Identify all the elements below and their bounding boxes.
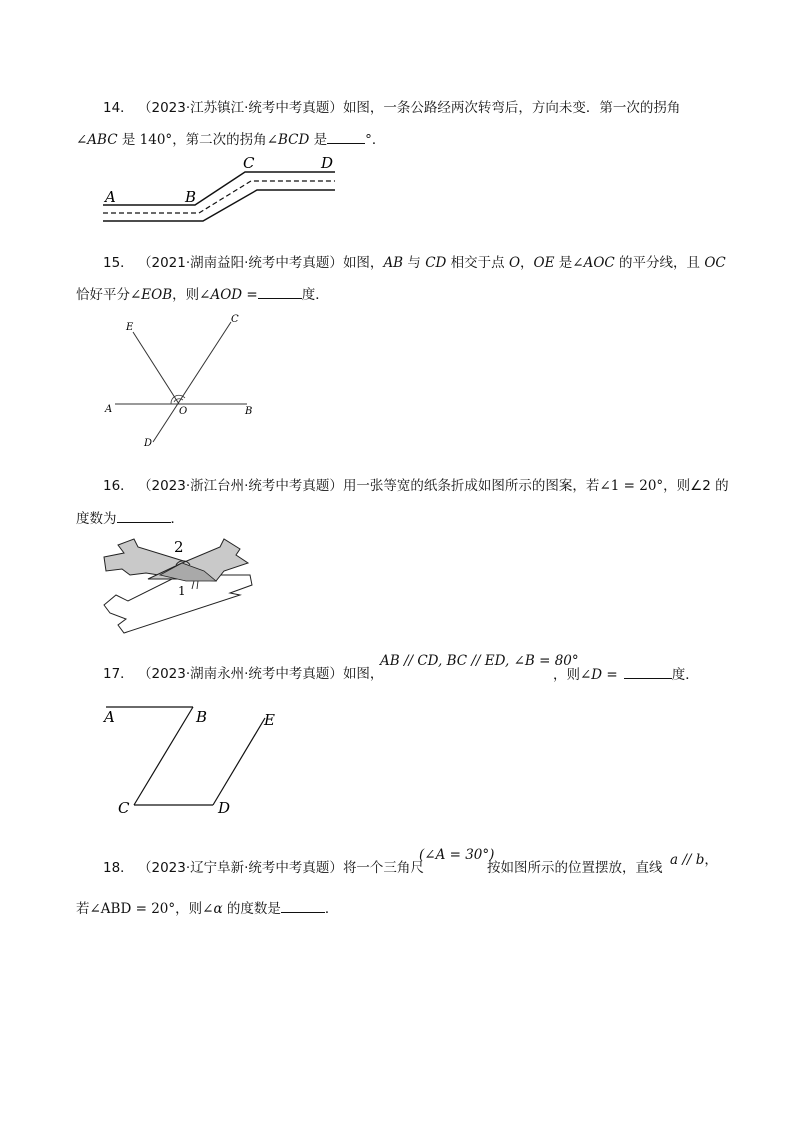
- q16-label-1: 1: [178, 584, 186, 598]
- q16-number: 16．: [103, 478, 134, 494]
- q14-line-2: [76, 129, 385, 150]
- q18-text-5: ，则: [175, 901, 203, 917]
- q17-segment-de: [213, 718, 265, 805]
- q18-expr-ab: [670, 850, 718, 870]
- q14-label-c: C: [243, 155, 255, 172]
- q15-math-eob: ∠EOB: [130, 287, 173, 303]
- q18-number: 18．: [103, 860, 134, 876]
- q17-source: （2023·湖南永州·统考中考真题）: [137, 666, 343, 682]
- q15-text-5: 是: [554, 255, 573, 271]
- q15-text-6: 的平分线，且: [614, 255, 705, 271]
- q14-line-1: [103, 98, 680, 118]
- q15-math-aoc: ∠AOC: [572, 255, 615, 271]
- q15-label-e: E: [126, 322, 134, 333]
- q16-math-angle1: ∠1 = 20°: [599, 478, 664, 494]
- q14-text-2: 是: [117, 132, 140, 148]
- q15-text-7: 恰好平分: [76, 287, 130, 303]
- q18-math-a30: (∠A = 30°): [419, 847, 495, 863]
- q18-source: （2023·辽宁阜新·统考中考真题）: [137, 860, 343, 876]
- q16-label-2: 2: [174, 538, 184, 556]
- q18-text-4: 若: [76, 901, 90, 917]
- q17-text-1: 如图，: [342, 666, 384, 682]
- q18-answer-blank[interactable]: [281, 898, 325, 913]
- q14-number: 14．: [103, 100, 134, 116]
- q16-text-4: ．: [170, 511, 184, 527]
- q17-label-e: E: [264, 711, 275, 729]
- q18-math-alpha: ∠α: [202, 901, 223, 917]
- q16-text-3: 度数为: [76, 511, 117, 527]
- q14-angle-abc: ∠ABC: [76, 132, 118, 148]
- q15-text-1: 如图，: [342, 255, 384, 271]
- q16-text-2: ，则∠2 的: [663, 478, 729, 494]
- q14-answer-blank[interactable]: [327, 129, 365, 144]
- q18-math-parallel: a // b: [670, 852, 705, 868]
- q15-math-ab: AB: [383, 255, 404, 271]
- q14-road-figure: [95, 155, 345, 230]
- q18-text-6: 的度数是: [222, 901, 281, 917]
- q15-label-a: A: [105, 404, 113, 415]
- q17-number: 17．: [103, 666, 134, 682]
- q15-text-4: ，: [520, 255, 534, 271]
- q15-angle-arc-2: [174, 399, 183, 402]
- q14-road-center-dashed: [103, 181, 335, 213]
- q17-label-c: C: [118, 799, 130, 817]
- q17-expr: [380, 651, 579, 671]
- q14-road-upper-edge: [103, 172, 335, 205]
- q15-number: 15．: [103, 255, 134, 271]
- q17-parallel-figure: [100, 700, 290, 820]
- q14-text-1: 如图，一条公路经两次转弯后，方向未变．第一次的拐角: [342, 100, 681, 116]
- q14-label-b: B: [185, 188, 197, 206]
- q15-math-o: O: [508, 255, 521, 271]
- q17-label-b: B: [196, 708, 208, 726]
- q18-line-1b: [487, 858, 663, 878]
- q15-math-oc: OC: [704, 255, 726, 271]
- q18-expr-a: [419, 845, 494, 865]
- q15-line-oe: [133, 332, 179, 404]
- q14-source: （2023·江苏镇江·统考中考真题）: [137, 100, 343, 116]
- q16-answer-blank[interactable]: [117, 508, 171, 523]
- q16-line-1: [103, 476, 729, 496]
- q17-line-1: [103, 664, 383, 684]
- q18-math-abd: ∠ABD = 20°: [89, 901, 176, 917]
- q14-text-4: 是: [309, 132, 328, 148]
- q15-label-o: O: [179, 406, 188, 417]
- q17-label-a: A: [104, 708, 115, 726]
- q15-math-oe: OE: [533, 255, 555, 271]
- q14-text-3: ，第二次的拐角: [172, 132, 267, 148]
- q15-text-3: 相交于点: [446, 255, 509, 271]
- q14-label-d: D: [321, 155, 334, 172]
- q18-line-2: [76, 898, 338, 919]
- q15-line-1: [103, 253, 726, 273]
- q17-text-3: 度．: [671, 667, 699, 683]
- q18-line-1: [103, 858, 424, 878]
- q18-text-1: 将一个三角尺: [342, 860, 424, 876]
- q14-label-a: A: [105, 188, 116, 206]
- q15-label-d: D: [144, 438, 153, 449]
- q15-label-b: B: [245, 406, 253, 417]
- q17-line-1b: [553, 664, 699, 685]
- q15-math-cd: CD: [425, 255, 447, 271]
- q17-answer-blank[interactable]: [624, 664, 672, 679]
- q14-value-140: 140°: [139, 132, 173, 148]
- q15-text-2: 与: [403, 255, 426, 271]
- q18-text-3: ，: [704, 852, 718, 868]
- q17-segment-bc: [134, 707, 193, 805]
- q16-line-2: [76, 508, 184, 529]
- q15-angle-figure: [95, 310, 265, 450]
- q14-angle-bcd: ∠BCD: [266, 132, 310, 148]
- q14-text-5: °．: [365, 132, 386, 148]
- q16-paper-strip-figure: [100, 535, 260, 640]
- q15-text-8: ，则: [172, 287, 200, 303]
- q16-text-1: 用一张等宽的纸条折成如图所示的图案，若: [342, 478, 600, 494]
- q18-text-7: ．: [324, 901, 339, 917]
- q15-answer-blank[interactable]: [258, 284, 302, 299]
- q15-label-c: C: [231, 314, 239, 325]
- q15-text-9: 度．: [301, 287, 329, 303]
- q15-math-aod: ∠AOD =: [199, 287, 258, 303]
- q15-line-2: [76, 284, 329, 305]
- q17-math-conditions: AB // CD, BC // ED, ∠B = 80°: [380, 653, 579, 669]
- q18-text-2: 按如图所示的位置摆放，直线: [487, 860, 663, 876]
- q17-label-d: D: [218, 799, 231, 817]
- q16-source: （2023·浙江台州·统考中考真题）: [137, 478, 343, 494]
- q17-text-2: ，则: [553, 667, 580, 683]
- q15-source: （2021·湖南益阳·统考中考真题）: [137, 255, 343, 271]
- q17-math-d: ∠D =: [580, 667, 618, 683]
